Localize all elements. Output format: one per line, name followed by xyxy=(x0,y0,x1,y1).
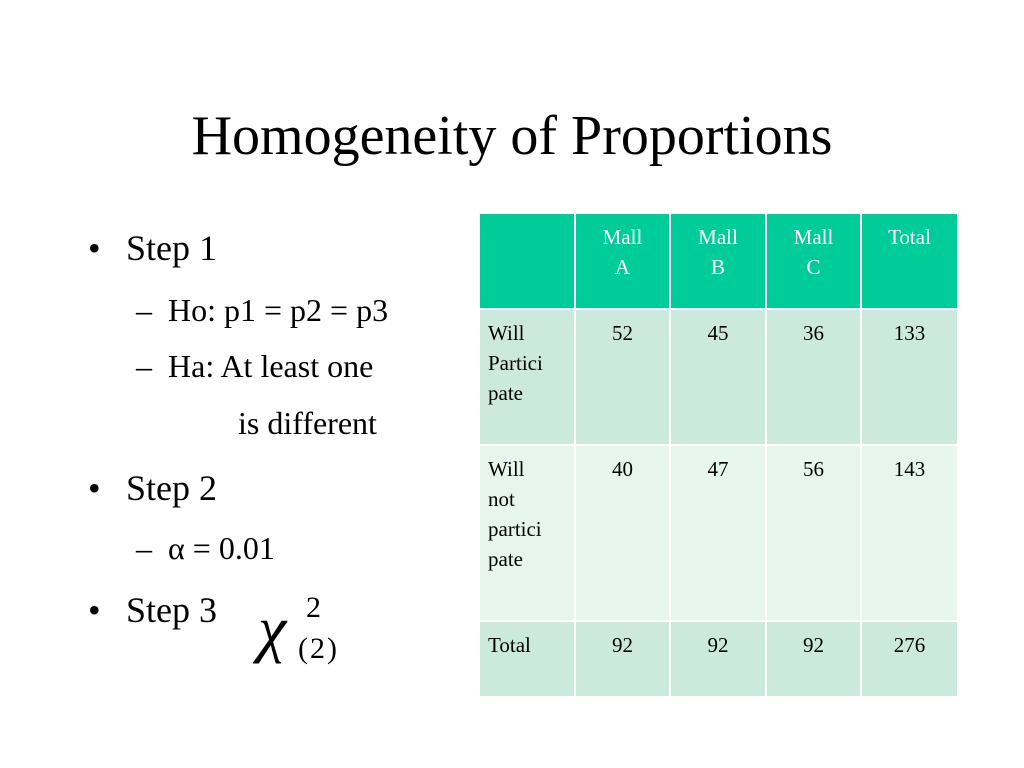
dash-mark: – xyxy=(136,292,152,328)
bullet-text: Step 1 xyxy=(126,228,218,268)
bullet-mark: • xyxy=(88,590,101,630)
table-cell: 52 xyxy=(575,309,670,445)
row-label-will-not-participate xyxy=(479,445,575,621)
dash-mark: – xyxy=(136,530,152,566)
header-text: C xyxy=(806,255,821,279)
bullet-mark: • xyxy=(88,228,101,268)
header-text: Mall xyxy=(602,225,643,249)
table-cell: 143 xyxy=(861,445,958,621)
header-text: Mall xyxy=(793,225,834,249)
table-cell: 40 xyxy=(575,445,670,621)
table-header-row xyxy=(479,213,958,309)
row-label-text: pate xyxy=(488,547,523,571)
table-cell: 133 xyxy=(861,309,958,445)
sub-bullet-text: is different xyxy=(238,405,377,441)
sub-bullet-text: α = 0.01 xyxy=(168,530,275,566)
row-label-will-participate xyxy=(479,309,575,445)
header-text: B xyxy=(710,255,725,279)
table-cell: 45 xyxy=(670,309,766,445)
row-label-text: Partici xyxy=(488,351,543,375)
chi-symbol: χ xyxy=(258,593,287,664)
row-label-text: Will xyxy=(488,457,525,481)
bullet-mark: • xyxy=(88,468,101,508)
header-cell-mall-a xyxy=(575,213,670,309)
row-label-text: Total xyxy=(488,633,531,657)
row-label-text: partici xyxy=(488,517,542,541)
header-cell-total xyxy=(861,213,958,309)
header-text: Total xyxy=(888,225,931,249)
sub-bullet-text: Ho: p1 = p2 = p3 xyxy=(168,292,389,328)
table-cell: 92 xyxy=(766,621,861,697)
header-empty-cell xyxy=(479,213,575,309)
dash-mark: – xyxy=(136,348,152,384)
chi-superscript: 2 xyxy=(306,591,321,624)
bullet-text: Step 2 xyxy=(126,468,218,508)
table-row xyxy=(479,621,958,697)
header-text: A xyxy=(614,255,631,279)
sub-bullet-text: Ha: At least one xyxy=(168,348,374,384)
table-cell: 56 xyxy=(766,445,861,621)
contingency-table xyxy=(478,212,959,698)
chi-square-formula xyxy=(258,588,368,688)
table-row xyxy=(479,445,958,621)
header-cell-mall-b xyxy=(670,213,766,309)
table-cell: 47 xyxy=(670,445,766,621)
bullet-text: Step 3 xyxy=(126,590,218,630)
header-text: Mall xyxy=(698,225,738,249)
header-cell-mall-c xyxy=(766,213,861,309)
row-label-text: pate xyxy=(488,381,523,405)
table-cell: 92 xyxy=(575,621,670,697)
table-cell: 92 xyxy=(670,621,766,697)
slide-title: Homogeneity of Proportions xyxy=(191,105,833,167)
row-label-text: not xyxy=(488,487,515,511)
table-row xyxy=(479,309,958,445)
row-label-text: Will xyxy=(488,321,525,345)
chi-subscript: (2) xyxy=(298,632,339,665)
row-label-total xyxy=(479,621,575,697)
sub-bullet-ha-continued xyxy=(238,403,377,443)
table-cell: 36 xyxy=(766,309,861,445)
table-cell: 276 xyxy=(861,621,958,697)
